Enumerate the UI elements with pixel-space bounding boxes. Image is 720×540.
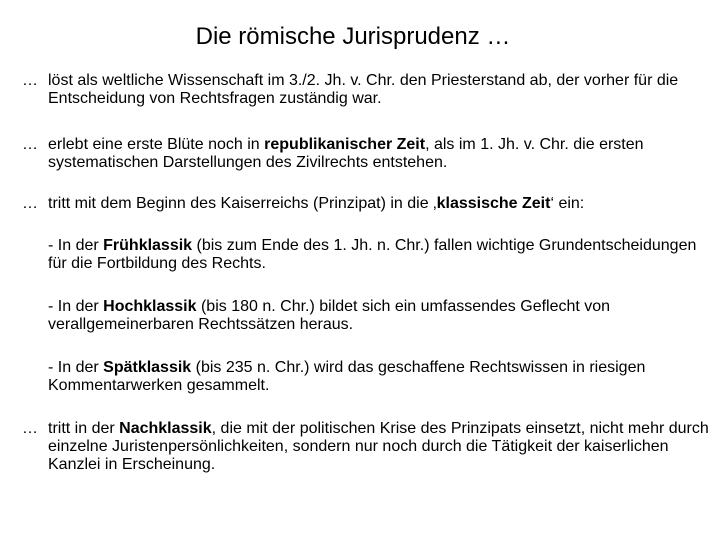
- sub-item-text-part: (bis 180 n. Chr.) bildet sich ein umfassendes Geflecht von verallgemeinerbaren Rechtssätzen heraus.: [48, 298, 611, 333]
- bullet-text: [48, 136, 712, 172]
- sub-item-emphasis: Hochklassik: [103, 298, 197, 315]
- bullet-text-part: , als im 1. Jh. v. Chr. die ersten systematischen Darstellungen des Zivilrechts entstehen.: [48, 136, 644, 171]
- bullet-text: [48, 195, 712, 213]
- bullet-text-part: löst als weltliche Wissenschaft im 3./2. Jh. v. Chr. den Priesterstand ab, der vorher für die Entscheidung von Rechtsfragen zuständig war.: [48, 72, 679, 107]
- sub-item-text-part: - In der: [48, 359, 104, 376]
- bullet-marker: …: [22, 420, 38, 437]
- bullet-text-part: tritt mit dem Beginn des Kaiserreichs (Prinzipat) in die ‚: [48, 195, 437, 212]
- bullet-text-part: tritt in der: [48, 420, 120, 437]
- sub-item: [48, 237, 708, 273]
- bullet-text-part: erlebt eine erste Blüte noch in: [48, 136, 265, 153]
- bullet-text-part: ‘ ein:: [550, 195, 585, 212]
- bullet-text: [48, 420, 712, 474]
- slide-title: Die römische Jurisprudenz …: [195, 23, 511, 50]
- bullet-marker: …: [22, 72, 38, 89]
- bullet-text-emphasis: Nachklassik: [119, 420, 212, 437]
- bullet-item: [22, 136, 712, 172]
- bullet-text-emphasis: klassische Zeit: [436, 195, 551, 212]
- sub-item: [48, 359, 708, 395]
- sub-item-emphasis: Spätklassik: [103, 359, 192, 376]
- bullet-text-part: , die mit der politischen Krise des Prinzipats einsetzt, nicht mehr durch einzelne Juristenpersönlichkeiten, sondern nur noch durch die Tätigkeit der kaiserlichen Kanzlei in Erscheinung.: [48, 420, 709, 473]
- bullet-text-emphasis: republikanischer Zeit: [264, 136, 426, 153]
- sub-item-text-part: - In der: [48, 237, 104, 254]
- bullet-text: [48, 72, 712, 108]
- bullet-item: [22, 195, 712, 213]
- sub-item: [48, 298, 708, 334]
- bullet-item: [22, 420, 712, 474]
- bullet-marker: …: [22, 136, 38, 153]
- bullet-item: [22, 72, 712, 108]
- sub-item-text-part: - In der: [48, 298, 104, 315]
- sub-item-text-part: (bis zum Ende des 1. Jh. n. Chr.) fallen wichtige Grundentscheidungen für die Fortbildung des Rechts.: [48, 237, 697, 272]
- sub-item-emphasis: Frühklassik: [103, 237, 193, 254]
- bullet-marker: …: [22, 195, 38, 212]
- sub-item-text-part: (bis 235 n. Chr.) wird das geschaffene Rechtswissen in riesigen Kommentarwerken gesammelt.: [48, 359, 646, 394]
